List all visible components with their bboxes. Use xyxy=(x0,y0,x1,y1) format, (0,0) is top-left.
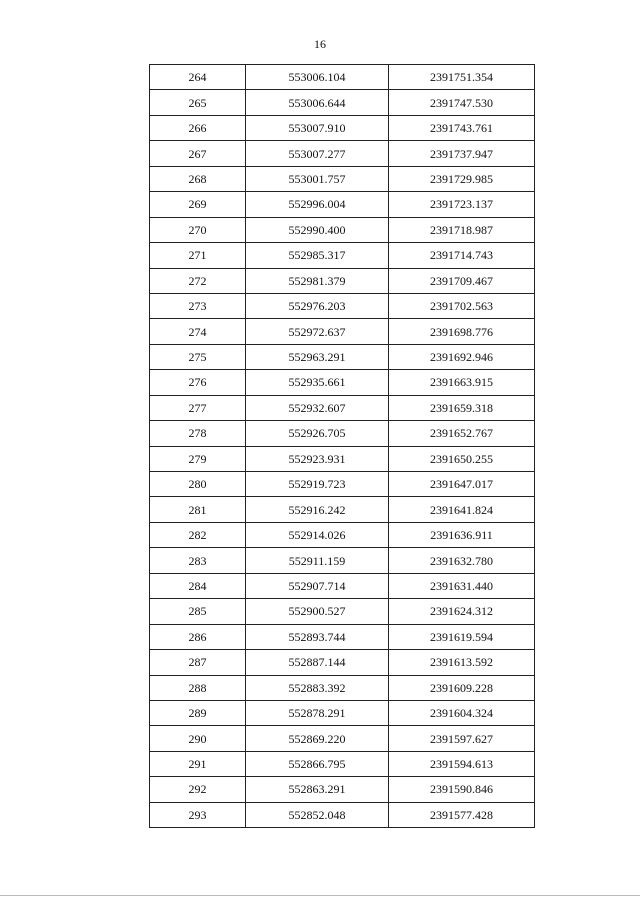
x-coordinate-cell: 552863.291 xyxy=(246,777,389,802)
point-number-cell: 266 xyxy=(150,115,246,140)
x-coordinate-cell: 552935.661 xyxy=(246,370,389,395)
x-coordinate-cell: 552976.203 xyxy=(246,293,389,318)
y-coordinate-cell: 2391641.824 xyxy=(389,497,535,522)
y-coordinate-cell: 2391590.846 xyxy=(389,777,535,802)
point-number-cell: 275 xyxy=(150,344,246,369)
x-coordinate-cell: 552985.317 xyxy=(246,243,389,268)
point-number-cell: 277 xyxy=(150,395,246,420)
y-coordinate-cell: 2391702.563 xyxy=(389,293,535,318)
point-number-cell: 290 xyxy=(150,726,246,751)
table-row xyxy=(150,319,535,344)
y-coordinate-cell: 2391631.440 xyxy=(389,573,535,598)
x-coordinate-cell: 553007.277 xyxy=(246,141,389,166)
table-row xyxy=(150,548,535,573)
table-row xyxy=(150,497,535,522)
y-coordinate-cell: 2391594.613 xyxy=(389,751,535,776)
y-coordinate-cell: 2391632.780 xyxy=(389,548,535,573)
x-coordinate-cell: 552963.291 xyxy=(246,344,389,369)
coordinate-table xyxy=(149,64,535,828)
table-row xyxy=(150,802,535,827)
x-coordinate-cell: 552926.705 xyxy=(246,421,389,446)
y-coordinate-cell: 2391729.985 xyxy=(389,166,535,191)
y-coordinate-cell: 2391624.312 xyxy=(389,599,535,624)
table-row xyxy=(150,522,535,547)
point-number-cell: 286 xyxy=(150,624,246,649)
coordinate-table-body xyxy=(150,65,535,828)
y-coordinate-cell: 2391636.911 xyxy=(389,522,535,547)
y-coordinate-cell: 2391597.627 xyxy=(389,726,535,751)
x-coordinate-cell: 552981.379 xyxy=(246,268,389,293)
point-number-cell: 274 xyxy=(150,319,246,344)
x-coordinate-cell: 552907.714 xyxy=(246,573,389,598)
y-coordinate-cell: 2391751.354 xyxy=(389,65,535,90)
point-number-cell: 273 xyxy=(150,293,246,318)
table-row xyxy=(150,268,535,293)
table-row xyxy=(150,650,535,675)
page-number: 16 xyxy=(314,37,326,51)
x-coordinate-cell: 552869.220 xyxy=(246,726,389,751)
x-coordinate-cell: 552996.004 xyxy=(246,192,389,217)
point-number-cell: 269 xyxy=(150,192,246,217)
y-coordinate-cell: 2391659.318 xyxy=(389,395,535,420)
table-row xyxy=(150,344,535,369)
table-row xyxy=(150,217,535,242)
table-row xyxy=(150,624,535,649)
x-coordinate-cell: 552972.637 xyxy=(246,319,389,344)
x-coordinate-cell: 553001.757 xyxy=(246,166,389,191)
point-number-cell: 293 xyxy=(150,802,246,827)
y-coordinate-cell: 2391652.767 xyxy=(389,421,535,446)
point-number-cell: 289 xyxy=(150,700,246,725)
y-coordinate-cell: 2391714.743 xyxy=(389,243,535,268)
point-number-cell: 279 xyxy=(150,446,246,471)
x-coordinate-cell: 552990.400 xyxy=(246,217,389,242)
table-row xyxy=(150,599,535,624)
x-coordinate-cell: 552932.607 xyxy=(246,395,389,420)
point-number-cell: 281 xyxy=(150,497,246,522)
point-number-cell: 272 xyxy=(150,268,246,293)
table-row xyxy=(150,65,535,90)
table-row xyxy=(150,370,535,395)
table-row xyxy=(150,192,535,217)
point-number-cell: 278 xyxy=(150,421,246,446)
table-row xyxy=(150,675,535,700)
y-coordinate-cell: 2391663.915 xyxy=(389,370,535,395)
point-number-cell: 271 xyxy=(150,243,246,268)
point-number-cell: 287 xyxy=(150,650,246,675)
y-coordinate-cell: 2391650.255 xyxy=(389,446,535,471)
y-coordinate-cell: 2391743.761 xyxy=(389,115,535,140)
y-coordinate-cell: 2391718.987 xyxy=(389,217,535,242)
x-coordinate-cell: 552887.144 xyxy=(246,650,389,675)
y-coordinate-cell: 2391723.137 xyxy=(389,192,535,217)
x-coordinate-cell: 552911.159 xyxy=(246,548,389,573)
x-coordinate-cell: 552916.242 xyxy=(246,497,389,522)
x-coordinate-cell: 552914.026 xyxy=(246,522,389,547)
point-number-cell: 265 xyxy=(150,90,246,115)
point-number-cell: 264 xyxy=(150,65,246,90)
y-coordinate-cell: 2391577.428 xyxy=(389,802,535,827)
point-number-cell: 282 xyxy=(150,522,246,547)
x-coordinate-cell: 552866.795 xyxy=(246,751,389,776)
point-number-cell: 284 xyxy=(150,573,246,598)
y-coordinate-cell: 2391709.467 xyxy=(389,268,535,293)
table-row xyxy=(150,700,535,725)
point-number-cell: 283 xyxy=(150,548,246,573)
table-row xyxy=(150,751,535,776)
table-row xyxy=(150,472,535,497)
point-number-cell: 291 xyxy=(150,751,246,776)
table-row xyxy=(150,141,535,166)
y-coordinate-cell: 2391737.947 xyxy=(389,141,535,166)
table-row xyxy=(150,777,535,802)
x-coordinate-cell: 552878.291 xyxy=(246,700,389,725)
y-coordinate-cell: 2391647.017 xyxy=(389,472,535,497)
table-row xyxy=(150,293,535,318)
y-coordinate-cell: 2391609.228 xyxy=(389,675,535,700)
x-coordinate-cell: 553006.644 xyxy=(246,90,389,115)
point-number-cell: 268 xyxy=(150,166,246,191)
table-row xyxy=(150,446,535,471)
table-row xyxy=(150,421,535,446)
y-coordinate-cell: 2391619.594 xyxy=(389,624,535,649)
x-coordinate-cell: 552919.723 xyxy=(246,472,389,497)
table-row xyxy=(150,573,535,598)
table-row xyxy=(150,726,535,751)
table-row xyxy=(150,115,535,140)
table-row xyxy=(150,90,535,115)
point-number-cell: 267 xyxy=(150,141,246,166)
x-coordinate-cell: 553007.910 xyxy=(246,115,389,140)
y-coordinate-cell: 2391692.946 xyxy=(389,344,535,369)
y-coordinate-cell: 2391613.592 xyxy=(389,650,535,675)
table-row xyxy=(150,243,535,268)
y-coordinate-cell: 2391698.776 xyxy=(389,319,535,344)
x-coordinate-cell: 552852.048 xyxy=(246,802,389,827)
table-row xyxy=(150,395,535,420)
x-coordinate-cell: 552923.931 xyxy=(246,446,389,471)
x-coordinate-cell: 552893.744 xyxy=(246,624,389,649)
point-number-cell: 288 xyxy=(150,675,246,700)
point-number-cell: 285 xyxy=(150,599,246,624)
x-coordinate-cell: 553006.104 xyxy=(246,65,389,90)
bottom-rule xyxy=(0,895,640,896)
point-number-cell: 280 xyxy=(150,472,246,497)
table-row xyxy=(150,166,535,191)
y-coordinate-cell: 2391604.324 xyxy=(389,700,535,725)
point-number-cell: 276 xyxy=(150,370,246,395)
point-number-cell: 270 xyxy=(150,217,246,242)
point-number-cell: 292 xyxy=(150,777,246,802)
x-coordinate-cell: 552883.392 xyxy=(246,675,389,700)
x-coordinate-cell: 552900.527 xyxy=(246,599,389,624)
y-coordinate-cell: 2391747.530 xyxy=(389,90,535,115)
